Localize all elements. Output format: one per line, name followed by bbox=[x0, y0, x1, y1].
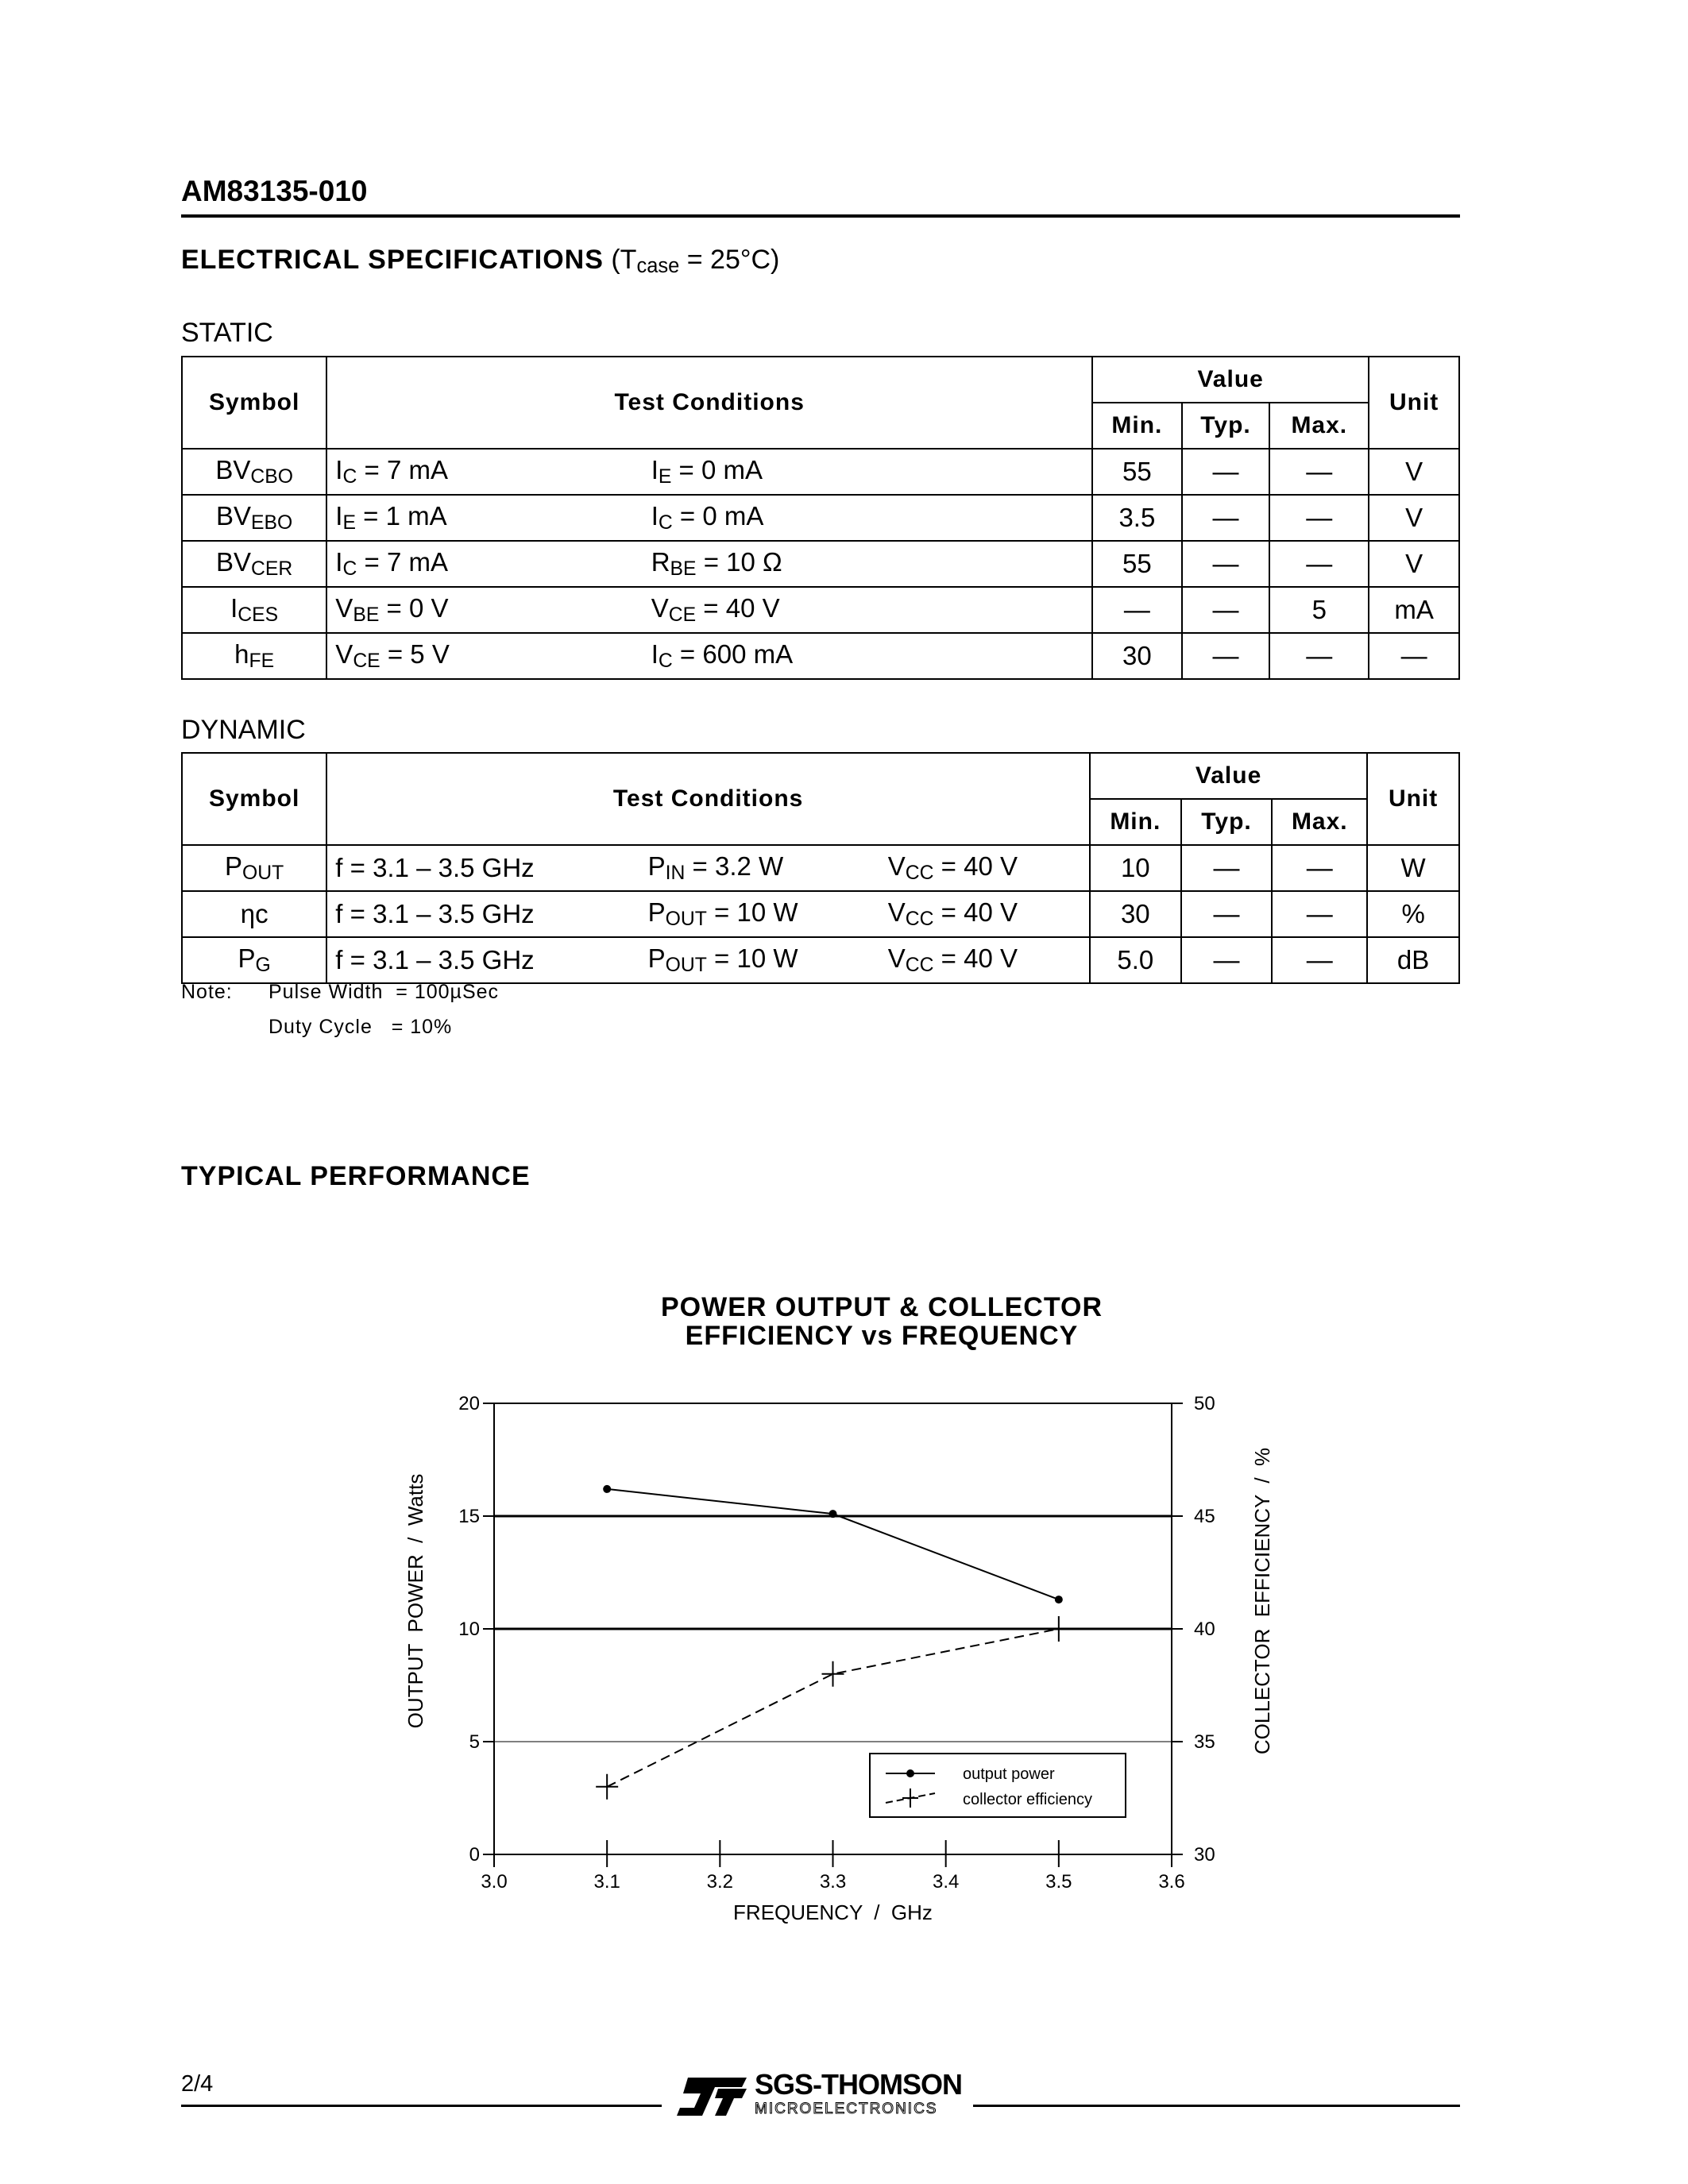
data-point-output-power bbox=[603, 1485, 611, 1493]
static-symbol: $BV_{CER}$ bbox=[182, 541, 326, 587]
y2-tick-label: 35 bbox=[1194, 1731, 1215, 1753]
brand-name: SGS-THOMSON bbox=[755, 2068, 963, 2101]
static-typ: — bbox=[1182, 633, 1270, 679]
static-max: 5 bbox=[1269, 587, 1369, 633]
dynamic-condition-3: $V_{CC} = 40$ V bbox=[880, 891, 1090, 937]
static-unit: V bbox=[1369, 541, 1459, 587]
chart-title-line1: POWER OUTPUT & COLLECTOR bbox=[660, 1292, 1103, 1322]
static-header-test-conditions: Test Conditions bbox=[326, 357, 1092, 449]
dynamic-header-typ: Typ. bbox=[1181, 799, 1273, 845]
static-condition-2: $I_C = 0$ mA bbox=[643, 495, 1092, 541]
static-unit: V bbox=[1369, 495, 1459, 541]
x-tick-label: 3.1 bbox=[593, 1871, 620, 1893]
dynamic-frequency: f = 3.1 – 3.5 GHz bbox=[326, 845, 639, 891]
dynamic-condition-2: $P_{OUT} = 10$ W bbox=[640, 891, 880, 937]
dynamic-label: DYNAMIC bbox=[181, 715, 306, 745]
dynamic-condition-3: $V_{CC} = 40$ V bbox=[880, 845, 1090, 891]
dynamic-header-symbol: Symbol bbox=[182, 753, 326, 845]
y-tick-label: 5 bbox=[469, 1731, 480, 1753]
data-point-collector-efficiency bbox=[596, 1774, 618, 1800]
static-unit: — bbox=[1369, 633, 1459, 679]
footer-rule-left bbox=[181, 2105, 662, 2107]
dynamic-unit: W bbox=[1367, 845, 1459, 891]
x-tick-label: 3.0 bbox=[481, 1871, 508, 1893]
static-condition-2: $R_{BE} = 10$ Ω bbox=[643, 541, 1092, 587]
y2-tick-label: 40 bbox=[1194, 1619, 1215, 1640]
x-axis-label: FREQUENCY / GHz bbox=[733, 1900, 933, 1924]
static-max: — bbox=[1269, 495, 1369, 541]
static-unit: mA bbox=[1369, 587, 1459, 633]
x-tick-label: 3.4 bbox=[932, 1871, 960, 1893]
y-tick-label: 20 bbox=[458, 1393, 480, 1414]
static-typ: — bbox=[1182, 495, 1270, 541]
part-number: AM83135-010 bbox=[181, 175, 368, 207]
static-condition-1: $V_{CE} = 5$ V bbox=[326, 633, 643, 679]
static-max: — bbox=[1269, 541, 1369, 587]
static-max: — bbox=[1269, 633, 1369, 679]
x-tick-label: 3.3 bbox=[819, 1871, 847, 1893]
dynamic-min: 5.0 bbox=[1090, 937, 1181, 983]
data-point-collector-efficiency bbox=[822, 1661, 844, 1687]
dynamic-symbol: ηc bbox=[182, 891, 326, 937]
brand-subtitle: MICROELECTRONICS bbox=[755, 2101, 938, 2117]
static-label: STATIC bbox=[181, 318, 273, 348]
static-header-unit: Unit bbox=[1369, 357, 1459, 449]
y-axis-label: OUTPUT POWER / Watts bbox=[404, 1473, 427, 1729]
static-typ: — bbox=[1182, 449, 1270, 495]
note-duty-cycle: Duty Cycle = 10% bbox=[268, 1016, 453, 1038]
dynamic-typ: — bbox=[1181, 891, 1273, 937]
y2-tick-label: 50 bbox=[1194, 1393, 1215, 1414]
footer-rule-right bbox=[973, 2105, 1460, 2107]
static-symbol: $I_{CES}$ bbox=[182, 587, 326, 633]
dynamic-typ: — bbox=[1181, 937, 1273, 983]
series-line-output-power bbox=[607, 1489, 1059, 1599]
chart-title-line2: EFFICIENCY vs FREQUENCY bbox=[685, 1321, 1079, 1351]
legend-marker-output-power bbox=[906, 1769, 914, 1777]
static-condition-2: $V_{CE} = 40$ V bbox=[643, 587, 1092, 633]
static-min: 30 bbox=[1092, 633, 1182, 679]
dynamic-condition-2: $P_{IN} = 3.2$ W bbox=[640, 845, 880, 891]
data-point-output-power bbox=[1055, 1596, 1063, 1603]
static-min: — bbox=[1092, 587, 1182, 633]
dynamic-symbol: $P_G$ bbox=[182, 937, 326, 983]
typical-performance-title: TYPICAL PERFORMANCE bbox=[181, 1161, 531, 1191]
dynamic-max: — bbox=[1272, 937, 1367, 983]
dynamic-frequency: f = 3.1 – 3.5 GHz bbox=[326, 891, 639, 937]
note-pulse-width: Pulse Width = 100µSec bbox=[268, 981, 500, 1003]
dynamic-min: 30 bbox=[1090, 891, 1181, 937]
dynamic-min: 10 bbox=[1090, 845, 1181, 891]
dynamic-unit: % bbox=[1367, 891, 1459, 937]
static-condition-1: $I_C = 7$ mA bbox=[326, 449, 643, 495]
static-condition-2: $I_E = 0$ mA bbox=[643, 449, 1092, 495]
static-max: — bbox=[1269, 449, 1369, 495]
static-min: 3.5 bbox=[1092, 495, 1182, 541]
static-symbol: $BV_{EBO}$ bbox=[182, 495, 326, 541]
page-number: 2/4 bbox=[181, 2071, 214, 2097]
dynamic-header-min: Min. bbox=[1090, 799, 1181, 845]
note-label: Note: bbox=[181, 981, 233, 1003]
section-condition: $(T_{case} = 25^\circ C)$ bbox=[611, 245, 780, 278]
dynamic-unit: dB bbox=[1367, 937, 1459, 983]
static-typ: — bbox=[1182, 587, 1270, 633]
static-condition-2: $I_C = 600$ mA bbox=[643, 633, 1092, 679]
dynamic-condition-2: $P_{OUT} = 10$ W bbox=[640, 937, 880, 983]
dynamic-frequency: f = 3.1 – 3.5 GHz bbox=[326, 937, 639, 983]
dynamic-symbol: $P_{OUT}$ bbox=[182, 845, 326, 891]
data-point-output-power bbox=[829, 1510, 837, 1518]
st-logo-icon bbox=[674, 2071, 749, 2119]
dynamic-header-value: Value bbox=[1090, 753, 1367, 799]
static-unit: V bbox=[1369, 449, 1459, 495]
dynamic-max: — bbox=[1272, 845, 1367, 891]
y-tick-label: 0 bbox=[469, 1844, 480, 1866]
dynamic-header-max: Max. bbox=[1272, 799, 1367, 845]
data-point-collector-efficiency bbox=[1048, 1616, 1070, 1642]
x-tick-label: 3.5 bbox=[1045, 1871, 1072, 1893]
static-header-typ: Typ. bbox=[1182, 403, 1270, 449]
section-title-text: ELECTRICAL SPECIFICATIONS bbox=[181, 245, 604, 275]
dynamic-header-test-conditions: Test Conditions bbox=[326, 753, 1090, 845]
legend-label-output-power: output power bbox=[963, 1765, 1055, 1783]
static-condition-1: $I_E = 1$ mA bbox=[326, 495, 643, 541]
dynamic-header-unit: Unit bbox=[1367, 753, 1459, 845]
static-header-value: Value bbox=[1092, 357, 1369, 403]
dynamic-condition-3: $V_{CC} = 40$ V bbox=[880, 937, 1090, 983]
static-header-min: Min. bbox=[1092, 403, 1182, 449]
static-header-max: Max. bbox=[1269, 403, 1369, 449]
y-tick-label: 10 bbox=[458, 1619, 480, 1640]
static-condition-1: $V_{BE} = 0$ V bbox=[326, 587, 643, 633]
dynamic-max: — bbox=[1272, 891, 1367, 937]
static-header-symbol: Symbol bbox=[182, 357, 326, 449]
y2-tick-label: 45 bbox=[1194, 1506, 1215, 1527]
legend-label-collector-efficiency: collector efficiency bbox=[963, 1791, 1093, 1808]
y-tick-label: 15 bbox=[458, 1506, 480, 1527]
dynamic-typ: — bbox=[1181, 845, 1273, 891]
y2-axis-label: COLLECTOR EFFICIENCY / % bbox=[1250, 1447, 1274, 1755]
x-tick-label: 3.2 bbox=[706, 1871, 734, 1893]
static-condition-1: $I_C = 7$ mA bbox=[326, 541, 643, 587]
y2-tick-label: 30 bbox=[1194, 1844, 1215, 1866]
static-symbol: $h_{FE}$ bbox=[182, 633, 326, 679]
static-min: 55 bbox=[1092, 541, 1182, 587]
static-min: 55 bbox=[1092, 449, 1182, 495]
static-typ: — bbox=[1182, 541, 1270, 587]
x-tick-label: 3.6 bbox=[1158, 1871, 1185, 1893]
static-symbol: $BV_{CBO}$ bbox=[182, 449, 326, 495]
